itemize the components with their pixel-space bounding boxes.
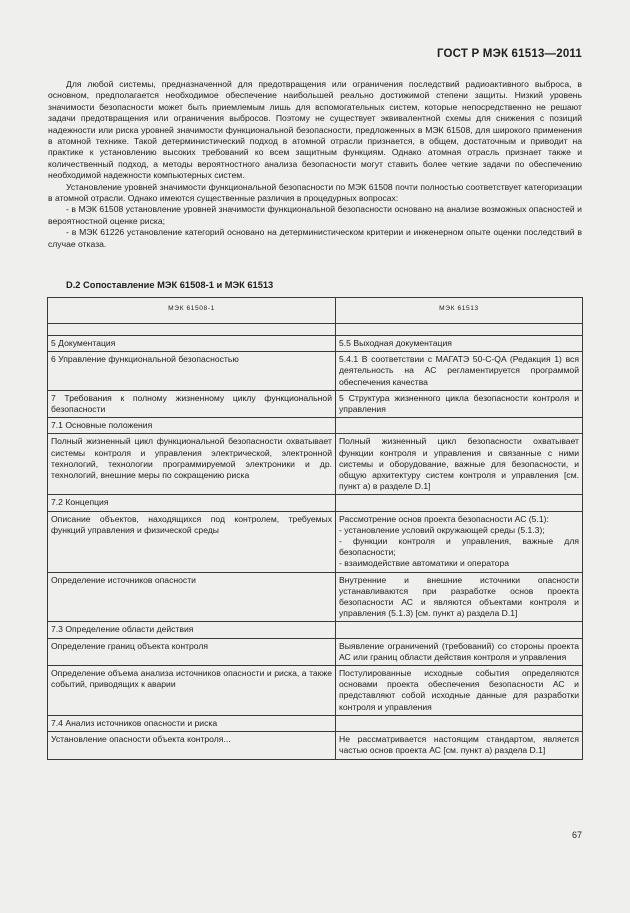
table-cell-iec61508: 6 Управление функциональной безопасностью [48,352,336,391]
table-cell-iec61513: Выявление ограничений (требований) со стороны проекта АС или границ области действия контроля и управления [336,638,583,665]
table-cell-iec61508: 7 Требования к полному жизненному циклу функциональной безопасности [48,390,336,417]
col2-header: МЭК 61513 [336,298,583,324]
table-section-cell: 7.1 Основные положения [48,418,336,434]
col1-header: МЭК 61508-1 [48,298,336,324]
document-header: ГОСТ Р МЭК 61513—2011 [436,48,582,60]
paragraph-2: Установление уровней значимости функциональной безопасности по МЭК 61508 почти полностью соответствует категоризации в атомной отрасли. Однако имеются существенные различия в процедурных вопросах: [48,181,582,204]
table-empty-cell [336,418,583,434]
list-item-1: - в МЭК 61508 установление уровней значимости функциональной безопасности основано на анализе возможных опасностей и вероятностной оценке риска; [48,204,582,226]
table-row [48,666,583,716]
table-cell-iec61513: Постулированные исходные события определяются основами проекта обеспечения безопасности АС и представляют собой исходные данные для разработки контроля и управления [336,666,583,716]
table-section-cell: 7.4 Анализ источников опасности и риска [48,715,336,731]
table-cell-iec61513: Внутренние и внешние источники опасности устанавливаются при разработке основ проекта безопасности АС и являются объектами контроля и управления (5.1.3) [см. пункт а) раздела D.1] [336,572,583,622]
table-row [48,572,583,622]
table-row [48,390,583,417]
table-row [48,495,583,511]
table-row [48,732,583,759]
table-row [48,418,583,434]
table-cell-iec61508: Определение объема анализа источников опасности и риска, а также событий, приводящих к аварии [48,666,336,716]
table-row [48,715,583,731]
comparison-table [47,297,583,760]
table-body [48,336,583,760]
table-row [48,352,583,391]
table-empty-cell [336,495,583,511]
table-row [48,336,583,352]
table-row [48,434,583,495]
table-cell-iec61513: 5 Структура жизненного цикла безопасности контроля и управления [336,390,583,417]
body-text [48,79,582,250]
table-empty-cell [336,622,583,638]
table-header-row [48,298,583,324]
table-cell-iec61508: Описание объектов, находящихся под контролем, требуемых функций управления и физической среды [48,511,336,572]
section-title: D.2 Сопоставление МЭК 61508-1 и МЭК 61513 [66,280,274,290]
page-number: 67 [571,830,582,840]
table-section-cell: 7.2 Концепция [48,495,336,511]
table-cell-iec61513: Рассмотрение основ проекта безопасности АС (5.1): - установление условий окружающей среды (5.1.3); - функции контроля и управления, важные для безопасности; - взаимодействие автоматики и оператора [336,511,583,572]
table-empty-cell [336,715,583,731]
paragraph-1: Для любой системы, предназначенной для предотвращения или ограничения последствий радиоактивного выброса, в основном, предполагается необходимое обеспечение наибольшей реально достижимой степени защиты. Низкий уровень значимости безопасности может быть приемлемым лишь для вспомогательных систем, которые непосредственно не решают задачи предотвращения или ограничения выбросов. Поэтому не существует эквивалентной схемы для снижения с позиций надежности или риска уровней значимости функциональной безопасности, предложенных в МЭК 61508, для широкого применения в атомной технике. Такой детерминистический подход в атомной отрасли признается, в общем, достаточным и приводит на практике к установлению высоких требований ко всем защитным функциям. Однако атомная отрасль признает также и количественный подход, а методы вероятностного анализа безопасности могут ставить более четкие задачи по обеспечению необходимой надежности компьютерных систем. [48,79,582,181]
table-cell-iec61513: Не рассматривается настоящим стандартом, является частью основ проекта АС [см. пункт а) раздела D.1] [336,732,583,759]
table-cell-iec61513: Полный жизненный цикл безопасности охватывает функции контроля и управления и связанные с ними системы и оборудование, важные для безопасности, и общую архитектуру систем контроля и управления [см. пункт а) в разделе D.1] [336,434,583,495]
table-cell-iec61513: 5.4.1 В соответствии с МАГАТЭ 50-С-QA (Редакция 1) вся деятельность на АС регламентируется программой обеспечения качества [336,352,583,391]
table-cell-iec61508: Установление опасности объекта контроля... [48,732,336,759]
table-row [48,511,583,572]
table-cell-iec61508: Определение границ объекта контроля [48,638,336,665]
list-item-2: - в МЭК 61226 установление категорий основано на детерминистическом критерии и инженерном опыте оценки последствий в случае отказа. [48,227,582,249]
table-cell-iec61508: Полный жизненный цикл функциональной безопасности охватывает системы контроля и управления электрической, электронной технологий, технологии программируемой электроники и др. технологий, внешние меры по сокращению риска [48,434,336,495]
table-cell-iec61508: 5 Документация [48,336,336,352]
table-spacer-row [48,324,583,336]
table-section-cell: 7.3 Определение области действия [48,622,336,638]
table-cell-iec61508: Определение источников опасности [48,572,336,622]
table-row [48,638,583,665]
table-row [48,622,583,638]
table-cell-iec61513: 5.5 Выходная документация [336,336,583,352]
